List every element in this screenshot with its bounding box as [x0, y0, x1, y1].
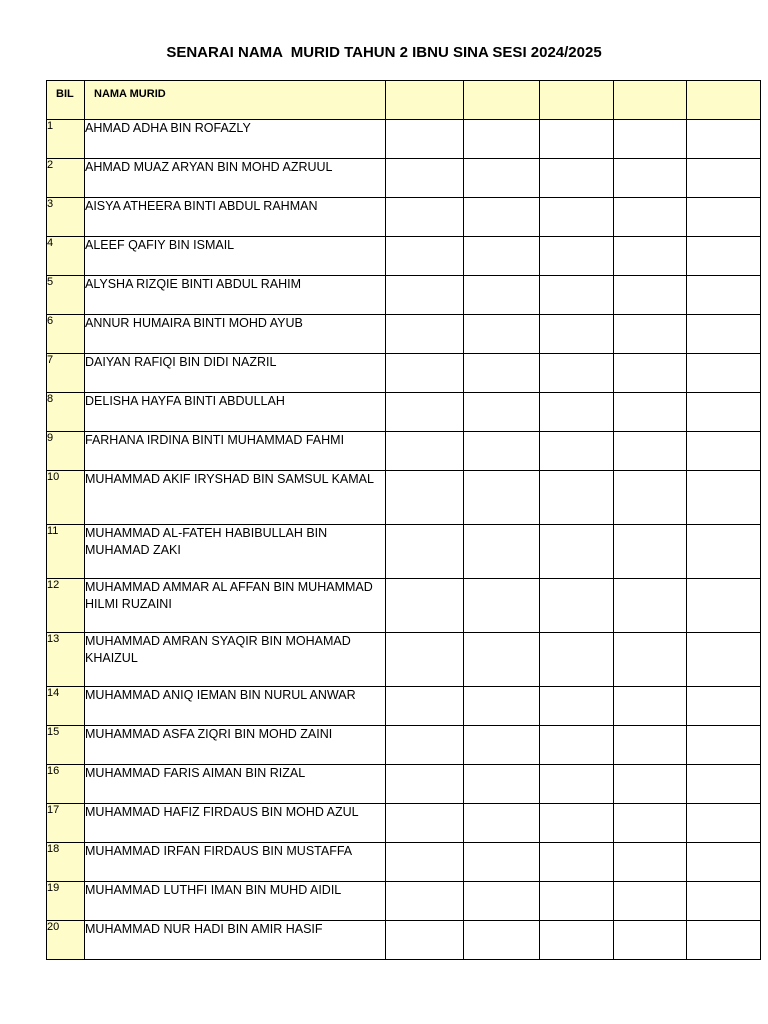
blank-cell [540, 120, 614, 159]
table-header-row [47, 81, 761, 120]
blank-cell [687, 393, 761, 432]
row-number: 4 [47, 237, 85, 276]
student-name: AHMAD ADHA BIN ROFAZLY [85, 120, 386, 159]
student-list-table [46, 80, 761, 960]
student-name: MUHAMMAD ASFA ZIQRI BIN MOHD ZAINI [85, 726, 386, 765]
blank-cell [386, 120, 464, 159]
row-number: 6 [47, 315, 85, 354]
blank-cell [614, 120, 687, 159]
blank-cell [386, 843, 464, 882]
blank-cell [540, 159, 614, 198]
table-row [47, 393, 761, 432]
table-row [47, 432, 761, 471]
student-name: MUHAMMAD HAFIZ FIRDAUS BIN MOHD AZUL [85, 804, 386, 843]
table-row [47, 237, 761, 276]
blank-cell [540, 726, 614, 765]
blank-cell [687, 354, 761, 393]
blank-cell [386, 882, 464, 921]
blank-cell [540, 471, 614, 525]
blank-cell [464, 198, 540, 237]
blank-cell [687, 726, 761, 765]
student-name: MUHAMMAD IRFAN FIRDAUS BIN MUSTAFFA [85, 843, 386, 882]
student-name: MUHAMMAD AMRAN SYAQIR BIN MOHAMAD KHAIZUL [85, 633, 386, 687]
row-number: 13 [47, 633, 85, 687]
blank-cell [540, 432, 614, 471]
blank-cell [687, 237, 761, 276]
student-name: FARHANA IRDINA BINTI MUHAMMAD FAHMI [85, 432, 386, 471]
page-title: SENARAI NAMA MURID TAHUN 2 IBNU SINA SESI 2024/2025 [166, 44, 602, 61]
student-name: AISYA ATHEERA BINTI ABDUL RAHMAN [85, 198, 386, 237]
blank-cell [614, 198, 687, 237]
blank-cell [540, 804, 614, 843]
blank-cell [540, 579, 614, 633]
row-number: 2 [47, 159, 85, 198]
blank-cell [464, 687, 540, 726]
table-row [47, 687, 761, 726]
blank-cell [687, 315, 761, 354]
row-number: 5 [47, 276, 85, 315]
blank-cell [386, 198, 464, 237]
table-row [47, 198, 761, 237]
table-row [47, 354, 761, 393]
student-name: MUHAMMAD AMMAR AL AFFAN BIN MUHAMMAD HILMI RUZAINI [85, 579, 386, 633]
blank-cell [464, 633, 540, 687]
blank-cell [687, 276, 761, 315]
blank-cell [687, 804, 761, 843]
blank-cell [614, 633, 687, 687]
student-name: MUHAMMAD NUR HADI BIN AMIR HASIF [85, 921, 386, 960]
column-header-bil: BIL [47, 81, 85, 120]
table-row [47, 921, 761, 960]
blank-cell [687, 525, 761, 579]
blank-cell [386, 804, 464, 843]
blank-cell [614, 237, 687, 276]
blank-cell [464, 882, 540, 921]
table-row [47, 579, 761, 633]
blank-cell [464, 159, 540, 198]
blank-cell [464, 921, 540, 960]
student-name: MUHAMMAD AL-FATEH HABIBULLAH BIN MUHAMAD ZAKI [85, 525, 386, 579]
table-row [47, 525, 761, 579]
blank-cell [464, 525, 540, 579]
blank-cell [386, 471, 464, 525]
blank-cell [386, 393, 464, 432]
table-row [47, 471, 761, 525]
table-body [47, 120, 761, 960]
blank-cell [386, 276, 464, 315]
blank-cell [614, 921, 687, 960]
blank-cell [614, 882, 687, 921]
column-header-blank [386, 81, 464, 120]
table-row [47, 726, 761, 765]
blank-cell [687, 432, 761, 471]
column-header-blank [540, 81, 614, 120]
blank-cell [386, 354, 464, 393]
blank-cell [540, 882, 614, 921]
blank-cell [540, 393, 614, 432]
table-row [47, 276, 761, 315]
blank-cell [540, 687, 614, 726]
row-number: 14 [47, 687, 85, 726]
row-number: 19 [47, 882, 85, 921]
column-header-blank [687, 81, 761, 120]
blank-cell [540, 765, 614, 804]
blank-cell [464, 315, 540, 354]
row-number: 7 [47, 354, 85, 393]
student-name: ALYSHA RIZQIE BINTI ABDUL RAHIM [85, 276, 386, 315]
blank-cell [386, 525, 464, 579]
table-row [47, 315, 761, 354]
blank-cell [614, 432, 687, 471]
table-row [47, 765, 761, 804]
blank-cell [540, 198, 614, 237]
row-number: 1 [47, 120, 85, 159]
blank-cell [464, 579, 540, 633]
blank-cell [464, 804, 540, 843]
blank-cell [386, 315, 464, 354]
blank-cell [386, 921, 464, 960]
blank-cell [464, 237, 540, 276]
blank-cell [464, 726, 540, 765]
blank-cell [614, 765, 687, 804]
student-name: DAIYAN RAFIQI BIN DIDI NAZRIL [85, 354, 386, 393]
table-row [47, 843, 761, 882]
blank-cell [464, 765, 540, 804]
blank-cell [614, 525, 687, 579]
blank-cell [687, 471, 761, 525]
table-row [47, 804, 761, 843]
student-name: MUHAMMAD FARIS AIMAN BIN RIZAL [85, 765, 386, 804]
blank-cell [386, 765, 464, 804]
row-number: 11 [47, 525, 85, 579]
blank-cell [464, 393, 540, 432]
student-name: ANNUR HUMAIRA BINTI MOHD AYUB [85, 315, 386, 354]
blank-cell [614, 276, 687, 315]
student-name: MUHAMMAD AKIF IRYSHAD BIN SAMSUL KAMAL [85, 471, 386, 525]
blank-cell [386, 579, 464, 633]
blank-cell [464, 354, 540, 393]
blank-cell [540, 237, 614, 276]
blank-cell [614, 687, 687, 726]
row-number: 3 [47, 198, 85, 237]
blank-cell [386, 432, 464, 471]
blank-cell [540, 315, 614, 354]
blank-cell [687, 120, 761, 159]
row-number: 20 [47, 921, 85, 960]
blank-cell [464, 843, 540, 882]
blank-cell [540, 843, 614, 882]
blank-cell [386, 159, 464, 198]
blank-cell [386, 726, 464, 765]
blank-cell [614, 726, 687, 765]
row-number: 15 [47, 726, 85, 765]
blank-cell [687, 579, 761, 633]
blank-cell [540, 633, 614, 687]
column-header-nama-murid: NAMA MURID [85, 81, 386, 120]
blank-cell [614, 843, 687, 882]
row-number: 8 [47, 393, 85, 432]
blank-cell [687, 882, 761, 921]
table-row [47, 633, 761, 687]
blank-cell [687, 843, 761, 882]
row-number: 10 [47, 471, 85, 525]
blank-cell [687, 633, 761, 687]
blank-cell [540, 276, 614, 315]
blank-cell [614, 159, 687, 198]
student-name: MUHAMMAD LUTHFI IMAN BIN MUHD AIDIL [85, 882, 386, 921]
blank-cell [540, 525, 614, 579]
blank-cell [464, 471, 540, 525]
row-number: 9 [47, 432, 85, 471]
table-row [47, 120, 761, 159]
column-header-blank [614, 81, 687, 120]
blank-cell [687, 159, 761, 198]
table-row [47, 882, 761, 921]
row-number: 17 [47, 804, 85, 843]
blank-cell [386, 633, 464, 687]
blank-cell [614, 579, 687, 633]
blank-cell [614, 315, 687, 354]
blank-cell [687, 687, 761, 726]
row-number: 12 [47, 579, 85, 633]
blank-cell [540, 354, 614, 393]
blank-cell [687, 921, 761, 960]
student-name: AHMAD MUAZ ARYAN BIN MOHD AZRUUL [85, 159, 386, 198]
blank-cell [464, 432, 540, 471]
row-number: 16 [47, 765, 85, 804]
blank-cell [464, 120, 540, 159]
blank-cell [687, 765, 761, 804]
student-name: DELISHA HAYFA BINTI ABDULLAH [85, 393, 386, 432]
student-name: ALEEF QAFIY BIN ISMAIL [85, 237, 386, 276]
blank-cell [614, 393, 687, 432]
blank-cell [687, 198, 761, 237]
blank-cell [386, 687, 464, 726]
blank-cell [464, 276, 540, 315]
blank-cell [614, 804, 687, 843]
blank-cell [540, 921, 614, 960]
row-number: 18 [47, 843, 85, 882]
column-header-blank [464, 81, 540, 120]
blank-cell [614, 354, 687, 393]
blank-cell [614, 471, 687, 525]
blank-cell [386, 237, 464, 276]
table-row [47, 159, 761, 198]
student-name: MUHAMMAD ANIQ IEMAN BIN NURUL ANWAR [85, 687, 386, 726]
